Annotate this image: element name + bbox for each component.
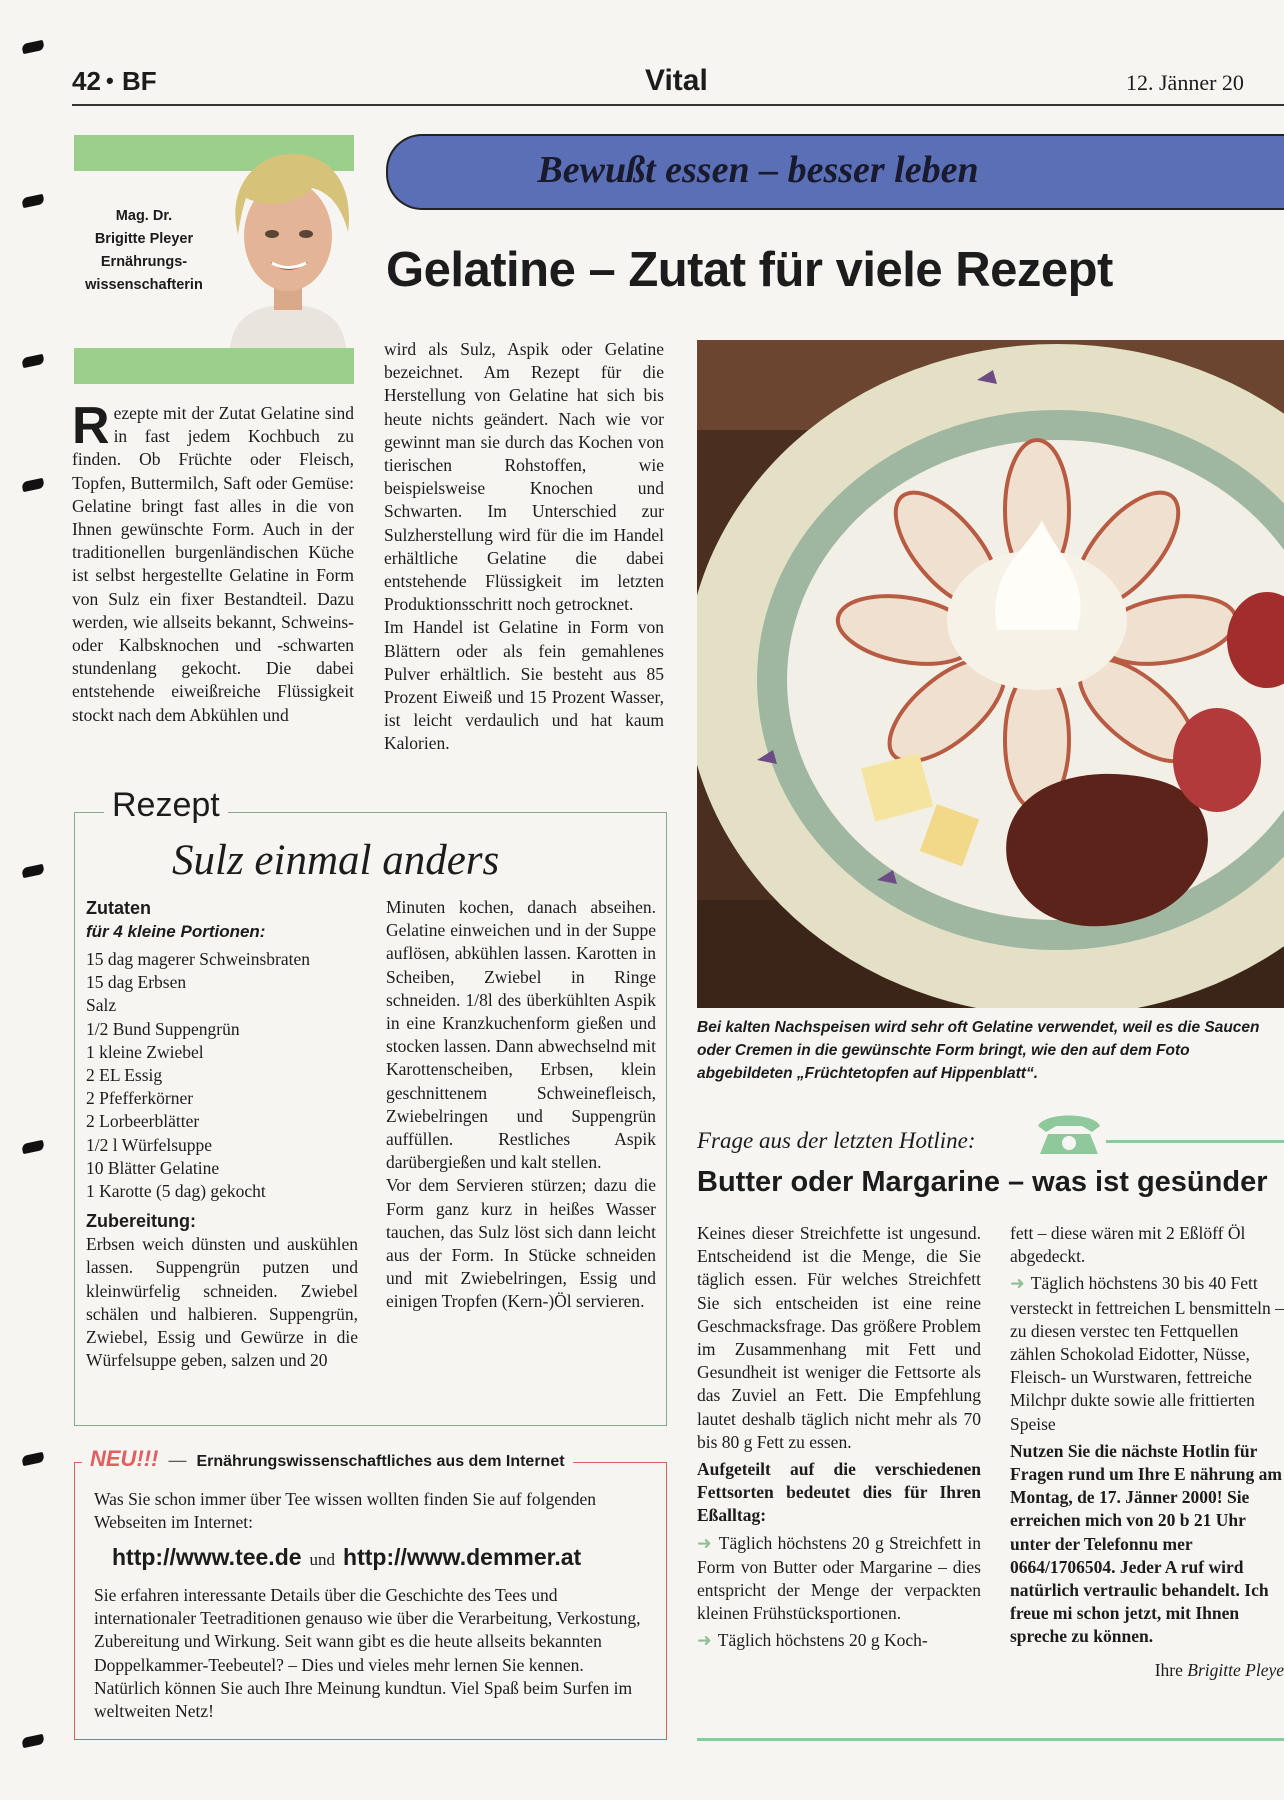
ingredient-item: 2 Lorbeerblätter (86, 1111, 200, 1132)
signoff-name: Brigitte Pleye (1187, 1659, 1284, 1680)
hotline-item (697, 1532, 981, 1626)
ingredient-item: Salz (86, 995, 117, 1016)
author-credit (74, 205, 214, 297)
internet-box-header (82, 1446, 573, 1472)
intro-paragraph: Im Handel ist Gelatine in Form von Blättern oder als fein gemahlenes Pulver erhältlich. Sie besteht aus 85 Prozent Eiweiß und 15 Prozent Wasser, ist leicht verdaulich und hat kaum Kalorien. (384, 617, 664, 754)
arrow-icon: ➜ (697, 1533, 719, 1554)
hotline-paragraph: fett – diese wären mit 2 Eßlöff Öl abgedeckt. (1010, 1223, 1246, 1267)
hotline-bottom-rule (697, 1738, 1284, 1741)
page-header (72, 64, 1284, 104)
prep-text-3: Vor dem Servieren stürzen; dazu die Form ganz kurz in heißes Wasser tauchen, das Sulz löst sich dann leicht aus der Form. In Stücke schneiden und mit Zwiebelringen, Essig und einigen Tropfen (Kern-)Öl servieren. (386, 1175, 656, 1312)
ingredient-item: 1/2 l Würfelsuppe (86, 1134, 213, 1155)
arrow-icon: ➜ (1010, 1274, 1031, 1295)
page-number: 42 (72, 66, 101, 96)
hotline-item-text: Täglich höchstens 20 g Streichfett in Form von Butter oder Margarine – dies entspricht der Menge der verpackten kleinen Frühstücksportionen. (697, 1532, 981, 1624)
header-dash: — (168, 1450, 187, 1470)
hotline-column-2 (1010, 1222, 1284, 1734)
ingredient-item: 2 EL Essig (86, 1065, 163, 1086)
recipe-column-2 (386, 896, 656, 1314)
hotline-paragraph: Keines dieser Streichfette ist ungesund. Entscheidend ist die Menge, die Sie täglich essen. Für welches Streichfett Sie sich entscheiden ist eine reine Geschmacksfrage. Das größere Problem im Zusammenhang mit Fett und Gesundheit ist weniger die Fettsorte als das Zuviel an Fett. Die Empfehlung lautet deshalb täglich nicht mehr als 70 bis 80 g Fett zu essen. (697, 1223, 981, 1452)
author-role-2: wissenschafterin (85, 277, 203, 293)
ingredient-item: 2 Pfefferkörner (86, 1088, 194, 1109)
prep-text-1: Erbsen weich dünsten und auskühlen lassen. Suppengrün putzen und kleinwürfelig schneiden. Zwiebel schälen und halbieren. Suppengrün, Zwiebel, Essig und Gewürze in die Würfelsuppe geben, salzen und 20 (86, 1234, 358, 1371)
hotline-item-text: Täglich höchstens 20 g Koch- (717, 1630, 928, 1651)
binder-mark (21, 354, 45, 368)
dropcap: R (72, 397, 110, 455)
main-headline: Gelatine – Zutat für viele Rezept (386, 243, 1113, 297)
author-bottom-bar (74, 348, 354, 384)
url-demmer[interactable]: http://www.demmer.at (343, 1544, 582, 1570)
ingredient-item: 1 Karotte (5 dag) gekocht (86, 1181, 266, 1202)
header-rule (72, 104, 1284, 106)
intro-text-1: ezepte mit der Zutat Gelatine sind in fast jedem Kochbuch zu finden. Ob Früchte oder Fleisch, Topfen, Buttermilch, Saft oder Gemüse: Gelatine bringt fast alles in die von Ihnen gewünschte Form. Auch in der traditionellen burgenländischen Küche ist selbst hergestellte Gelatine in Form von Sulz ein fixer Bestandteil. Dazu werden, wie allseits bekannt, Schweins- oder Kalbsknochen und -schwarten stundenlang gekocht. Die dabei entstehende eiweißreiche Flüssigkeit stockt nach dem Abkühlen und (72, 403, 354, 725)
hotline-rule (1106, 1140, 1284, 1143)
recipe-label: Rezept (104, 786, 228, 825)
portions-note: für 4 kleine Portionen: (86, 922, 266, 941)
prep-text-2: Minuten kochen, danach abseihen. Gelatine einweichen und in der Suppe auflösen, abkühlen lassen. Karotten in Scheiben, Zwiebel in Ringe schneiden. 1/8l des überkühlten Aspik in eine Kranzkuchenform gießen und stocken lassen. Dann abwechselnd mit Karottenscheiben, Erbsen, klein geschnittenem Schweinefleisch, Zwiebelringen und Suppengrün auffüllen. Restliches Aspik darübergießen und kalt stellen. (386, 897, 656, 1173)
issue-date: 12. Jänner 20 (1126, 70, 1244, 95)
binder-mark (21, 1140, 45, 1154)
arrow-icon: ➜ (697, 1631, 718, 1652)
ingredient-item: 15 dag Erbsen (86, 972, 187, 993)
new-badge: NEU!!! (90, 1446, 159, 1471)
binder-mark (21, 1734, 45, 1748)
photo-caption: Bei kalten Nachspeisen wird sehr oft Gelatine verwendet, weil es die Saucen oder Cremen in die gewünschte Form bringt, wie den auf dem Foto abgebildeten „Früchtetopfen auf Hippenblatt“. (697, 1019, 1260, 1082)
hotline-item (697, 1629, 981, 1653)
binder-mark (21, 478, 45, 492)
signoff-prefix: Ihre (1154, 1659, 1183, 1680)
hotline-item-text: Täglich höchstens 30 bis 40 Fett versteckt in fettreichen L bensmitteln – zu diesen verstec ten Fettquellen zählen Schokolad Eidotter, Nüsse, Fleisch- un Wurstwaren, fettreiche Milchpr dukte sowie alle frittierten Speise (1010, 1273, 1284, 1434)
signoff (1010, 1659, 1284, 1682)
hotline-bold-paragraph: Aufgeteilt auf die verschiedenen Fettsorten bedeutet dies für Ihren Eßalltag: (697, 1459, 981, 1526)
url-and: und (309, 1550, 336, 1569)
header-bullet: • (106, 68, 114, 93)
recipe-column-1 (86, 896, 358, 1372)
ingredient-item: 15 dag magerer Schweinsbraten (86, 949, 311, 969)
binder-mark (21, 194, 45, 208)
recipe-title: Sulz einmal anders (172, 837, 500, 884)
author-portrait (212, 148, 364, 348)
hotline-item (1010, 1272, 1284, 1435)
author-title: Mag. Dr. (115, 208, 173, 224)
hotline-bold-paragraph: Nutzen Sie die nächste Hotlin für Fragen rund um Ihre E nährung am Montag, de 17. Jänner 2000! Sie erreichen mich von 20 b 21 Uhr unter der Telefonnu mer 0664/1706504. Jeder A ruf wird natürlich vertraulic behandelt. Ich freue mi schon jetzt, mit Ihnen spreche zu können. (1010, 1440, 1282, 1647)
binder-mark (21, 864, 45, 878)
internet-intro: Was Sie schon immer über Tee wissen wollten finden Sie auf folgenden Webseiten im Internet: (94, 1489, 596, 1533)
intro-column-2 (384, 338, 664, 756)
telephone-icon (1034, 1110, 1104, 1158)
ingredient-list (86, 948, 358, 1203)
prep-heading: Zubereitung: (86, 1211, 196, 1232)
author-name: Brigitte Pleyer (94, 231, 194, 247)
url-tee[interactable]: http://www.tee.de (112, 1544, 302, 1570)
binder-mark (21, 1452, 45, 1466)
hotline-column-1 (697, 1222, 981, 1654)
binder-mark (21, 40, 45, 54)
internet-heading: Ernährungswissenschaftliches aus dem Internet (196, 1453, 565, 1470)
hotline-label: Frage aus der letzten Hotline: (697, 1128, 976, 1153)
ingredient-item: 1 kleine Zwiebel (86, 1041, 204, 1062)
ingredient-item: 10 Blätter Gelatine (86, 1157, 220, 1178)
intro-paragraph: wird als Sulz, Aspik oder Gelatine bezeichnet. Am Rezept für die Herstellung von Gelatine hat sich bis heute nichts geändert. Nach wie vor gewinnt man sie durch das Kochen von tierischen Rohstoffen, wie beispielsweise Knochen und Schwarten. Im Unterschied zur Sulzherstellung wird für die im Handel erhältliche Gelatine die dabei entstehende Flüssigkeit im letzten Produktionsschritt noch getrocknet. (384, 339, 664, 615)
banner-text: Bewußt essen – besser leben (537, 149, 979, 191)
ingredients-heading: Zutaten (86, 898, 151, 918)
internet-body: Sie erfahren interessante Details über die Geschichte des Tees und internationaler Teetraditionen genauso wie über die Verarbeitung, Verkostung, Zubereitung und Wirkung. Seit wann gibt es die heute allseits bekannten Doppelkammer-Teebeutel? – Dies und vieles mehr lernen Sie kennen. Natürlich können Sie auch Ihre Meinung kundtun. Viel Spaß beim Surfen im weltweiten Netz! (94, 1585, 641, 1722)
hotline-title: Butter oder Margarine – was ist gesünder (697, 1166, 1268, 1198)
paper-code: BF (122, 66, 157, 96)
author-role-1: Ernährungs- (100, 254, 188, 270)
ingredient-item: 1/2 Bund Suppengrün (86, 1018, 240, 1039)
banner (386, 134, 1284, 210)
url-line (112, 1544, 581, 1571)
section-title: Vital (645, 64, 708, 97)
dessert-photo (697, 340, 1284, 1008)
intro-column-1 (72, 397, 354, 727)
